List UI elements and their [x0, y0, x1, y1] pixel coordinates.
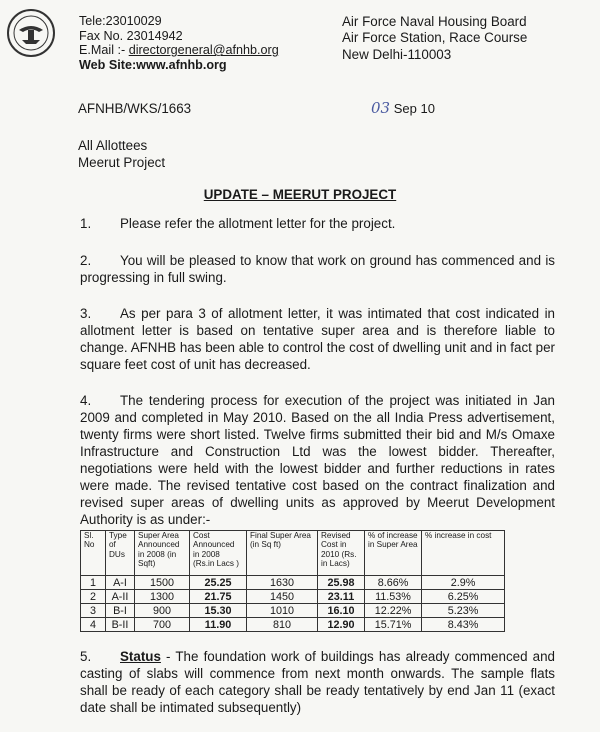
recipients [78, 137, 165, 171]
letter-date [371, 99, 435, 117]
paragraph-number: 2. [80, 253, 92, 268]
handwritten-day: 03 [371, 99, 391, 117]
table-cell: B-I [106, 604, 135, 618]
table-row [81, 604, 505, 618]
table-row [81, 576, 505, 590]
paragraph-number: 1. [80, 216, 92, 231]
afnhb-logo [6, 8, 56, 58]
table-cell: 23.11 [318, 590, 365, 604]
table-cell: A-II [106, 590, 135, 604]
table-cell: 8.66% [365, 576, 422, 590]
paragraph-text: As per para 3 of allotment letter, it was intimated that cost indicated in allotment letter is based on tentative super area and is therefore liable to change. AFNHB has been able to control the cost of dwelling unit and in fact per square feet cost of unit has decreased. [80, 306, 555, 372]
document-heading: UPDATE – MEERUT PROJECT [203, 187, 397, 202]
table-cell: 900 [135, 604, 190, 618]
column-header: Sl. No [81, 531, 106, 576]
table-cell: B-II [106, 618, 135, 632]
table-cell: 12.22% [365, 604, 422, 618]
address-line-3: New Delhi-110003 [342, 46, 452, 62]
table-cell: 2.9% [422, 576, 505, 590]
table-cell: 1500 [135, 576, 190, 590]
table-cell: 6.25% [422, 590, 505, 604]
status-title: Status [120, 649, 161, 664]
paragraph-number: 3. [80, 306, 92, 321]
table-cell: 21.75 [190, 590, 247, 604]
website[interactable]: Web Site:www.afnhb.org [79, 57, 227, 72]
fax: Fax No. 23014942 [79, 28, 183, 43]
table-cell: 15.71% [365, 618, 422, 632]
table-cell: 25.25 [190, 576, 247, 590]
table-cell: A-I [106, 576, 135, 590]
paragraph-text: Please refer the allotment letter for the project. [120, 216, 396, 231]
column-header: Type of DUs [106, 531, 135, 576]
paragraph-number: 4. [80, 393, 92, 408]
email-line [79, 43, 279, 58]
table-cell: 25.98 [318, 576, 365, 590]
table-header-row [81, 531, 505, 576]
paragraph-text: - The foundation work of buildings has already commenced and casting of slabs will commence from next month onwards. The sample flats shall be ready of each category shall be ready tentatively by end Jan 11 (exact date shall be intimated subsequently) [80, 649, 555, 715]
column-header: % of increase in Super Area [365, 531, 422, 576]
table-cell: 1010 [247, 604, 318, 618]
telephone: Tele:23010029 [79, 14, 162, 28]
paragraph-2 [80, 252, 555, 286]
table-cell: 1300 [135, 590, 190, 604]
table-cell: 11.53% [365, 590, 422, 604]
column-header: Cost Announced in 2008 (Rs.in Lacs ) [190, 531, 247, 576]
recipient-line-1: All Allottees [78, 138, 148, 153]
reference-number: AFNHB/WKS/1663 [78, 101, 192, 116]
address-line-1: Air Force Naval Housing Board [342, 14, 527, 29]
table-cell: 11.90 [190, 618, 247, 632]
cost-table [80, 530, 505, 632]
paragraph-3 [80, 305, 555, 373]
table-row [81, 618, 505, 632]
table-cell: 15.30 [190, 604, 247, 618]
table-cell: 3 [81, 604, 106, 618]
column-header: % increase in cost [422, 531, 505, 576]
month-year: Sep 10 [393, 101, 435, 116]
table-cell: 4 [81, 618, 106, 632]
table-cell: 810 [247, 618, 318, 632]
table-cell: 2 [81, 590, 106, 604]
table-row [81, 590, 505, 604]
contact-block [79, 14, 279, 72]
table-cell: 8.43% [422, 618, 505, 632]
paragraph-text: The tendering process for execution of the project was initiated in Jan 2009 and completed in May 2010. Based on the all India Press advertisement, twenty firms were short listed. Twelve firms submitted their bid and M/s Omaxe Infrastructure and Construction Ltd was the lowest bidder. Thereafter, negotiations were held with the lowest bidder and further reductions in rates were made. The revised tentative cost based on the contract finalization and revised super areas of dwelling units as approved by Meerut Development Authority is as under:- [80, 393, 555, 527]
paragraph-1 [80, 215, 555, 232]
table-cell: 12.90 [318, 618, 365, 632]
address-block [342, 14, 527, 63]
recipient-line-2: Meerut Project [78, 155, 166, 170]
column-header: Super Area Announced in 2008 (in Sqft) [135, 531, 190, 576]
paragraph-text: You will be pleased to know that work on ground has commenced and is progressing in full swing. [80, 253, 555, 285]
table-cell: 1 [81, 576, 106, 590]
table-cell: 16.10 [318, 604, 365, 618]
table-cell: 1630 [247, 576, 318, 590]
paragraph-number: 5. [80, 649, 92, 664]
table-cell: 700 [135, 618, 190, 632]
email-label: E.Mail :- [79, 43, 129, 58]
table-cell: 1450 [247, 590, 318, 604]
table-cell: 5.23% [422, 604, 505, 618]
column-header: Final Super Area (in Sq ft) [247, 531, 318, 576]
email-link[interactable]: directorgeneral@afnhb.org [128, 43, 279, 58]
paragraph-4 [80, 392, 555, 528]
paragraph-5 [80, 648, 555, 716]
column-header: Revised Cost in 2010 (Rs. in Lacs) [318, 531, 365, 576]
address-line-2: Air Force Station, Race Course [342, 30, 528, 46]
